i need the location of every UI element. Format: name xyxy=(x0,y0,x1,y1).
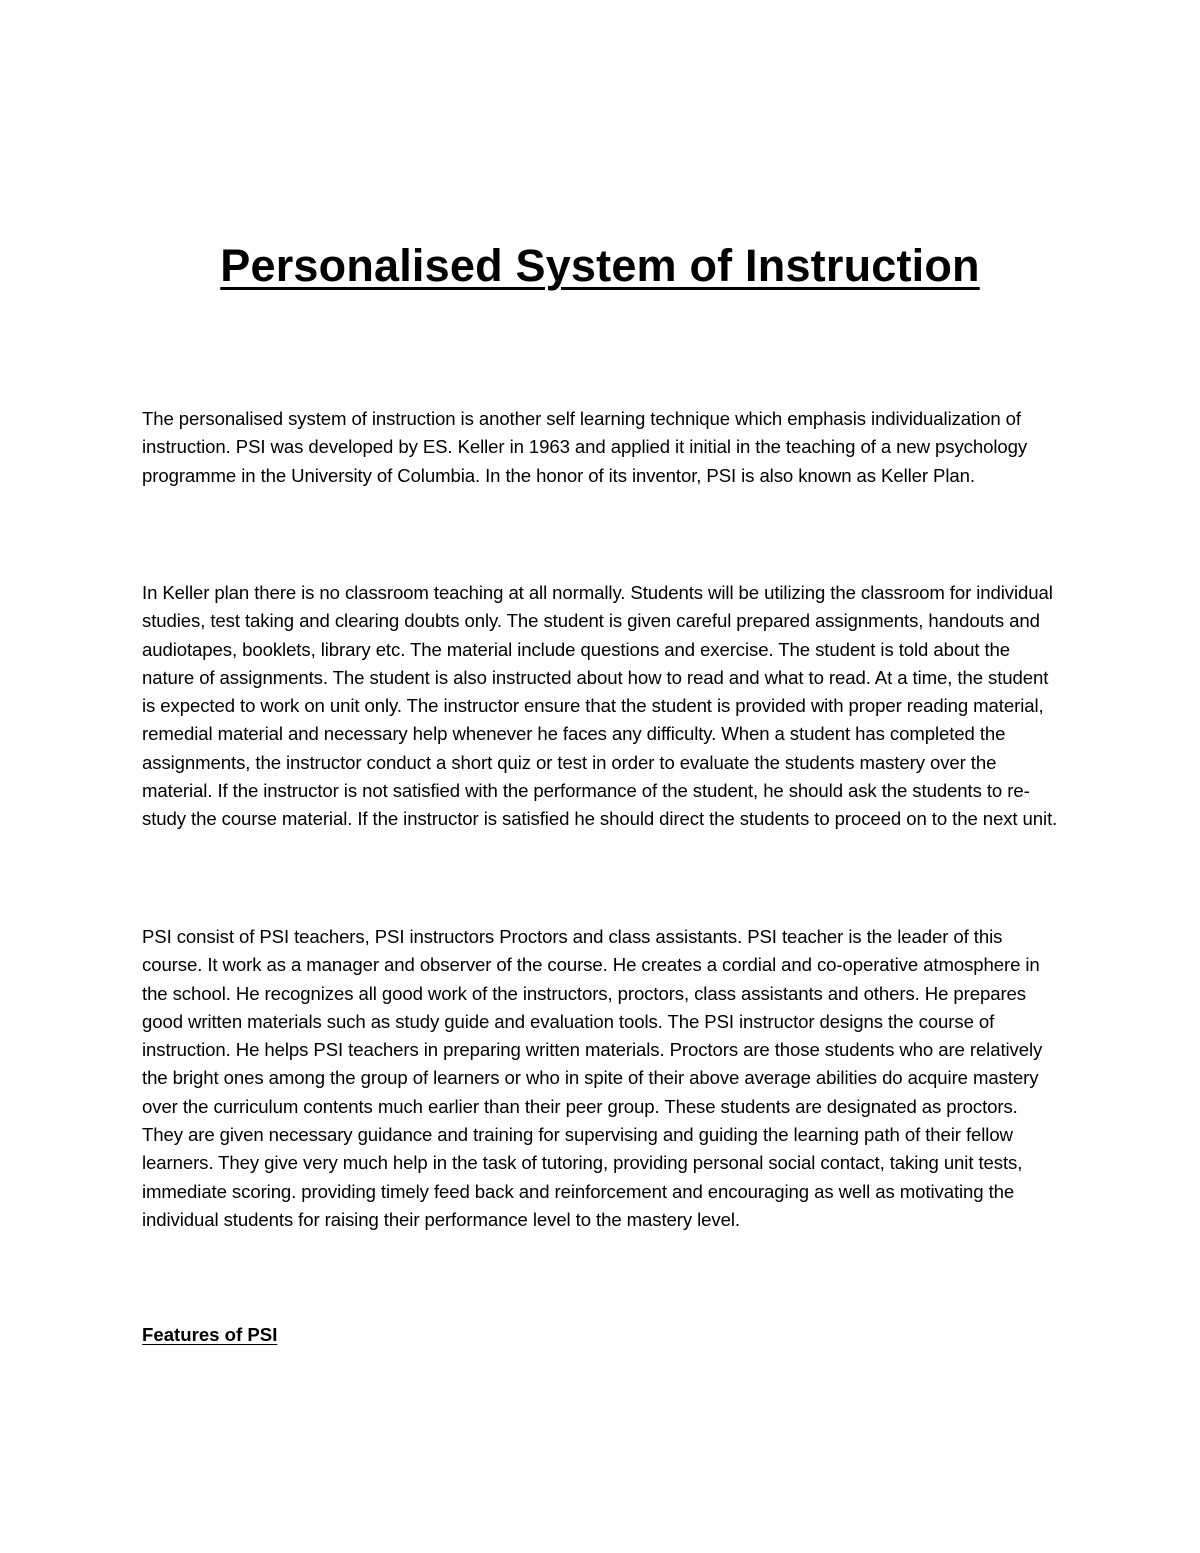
paragraph-intro: The personalised system of instruction is another self learning technique which emphasis individualization of instruction. PSI was developed by ES. Keller in 1963 and applied it initial in the teaching of a new psychology programme in the University of Columbia. In the honor of its inventor, PSI is also known as Keller Plan. xyxy=(142,408,1028,486)
paragraph-keller-plan: In Keller plan there is no classroom teaching at all normally. Students will be utilizing the classroom for individual studies, test taking and clearing doubts only. The student is given careful prepared assignments, handouts and audiotapes, booklets, library etc. The material include questions and exercise. The student is told about the nature of assignments. The student is also instructed about how to read and what to read. At a time, the student is expected to work on unit only. The instructor ensure that the student is provided with proper reading material, remedial material and necessary help whenever he faces any difficulty. When a student has completed the assignments, the instructor conduct a short quiz or test in order to evaluate the students mastery over the material. If the instructor is not satisfied with the performance of the student, he should ask the students to re-study the course material. If the instructor is satisfied he should direct the students to proceed on to the next unit. xyxy=(142,582,1058,830)
page-title-text: Personalised System of Instruction xyxy=(220,240,980,291)
section-heading-features: Features of PSI xyxy=(142,1324,278,1345)
page-title xyxy=(0,238,1200,294)
paragraph-psi-roles: PSI consist of PSI teachers, PSI instructors Proctors and class assistants. PSI teacher is the leader of this course. It work as a manager and observer of the course. He creates a cordial and co-operative atmosphere in the school. He recognizes all good work of the instructors, proctors, class assistants and others. He prepares good written materials such as study guide and evaluation tools. The PSI instructor designs the course of instruction. He helps PSI teachers in preparing written materials. Proctors are those students who are relatively the bright ones among the group of learners or who in spite of their above average abilities do acquire mastery over the curriculum contents much earlier than their peer group. These students are designated as proctors. They are given necessary guidance and training for supervising and guiding the learning path of their fellow learners. They give very much help in the task of tutoring, providing personal social contact, taking unit tests, immediate scoring. providing timely feed back and reinforcement and encouraging as well as motivating the individual students for raising their performance level to the mastery level. xyxy=(142,926,1043,1230)
